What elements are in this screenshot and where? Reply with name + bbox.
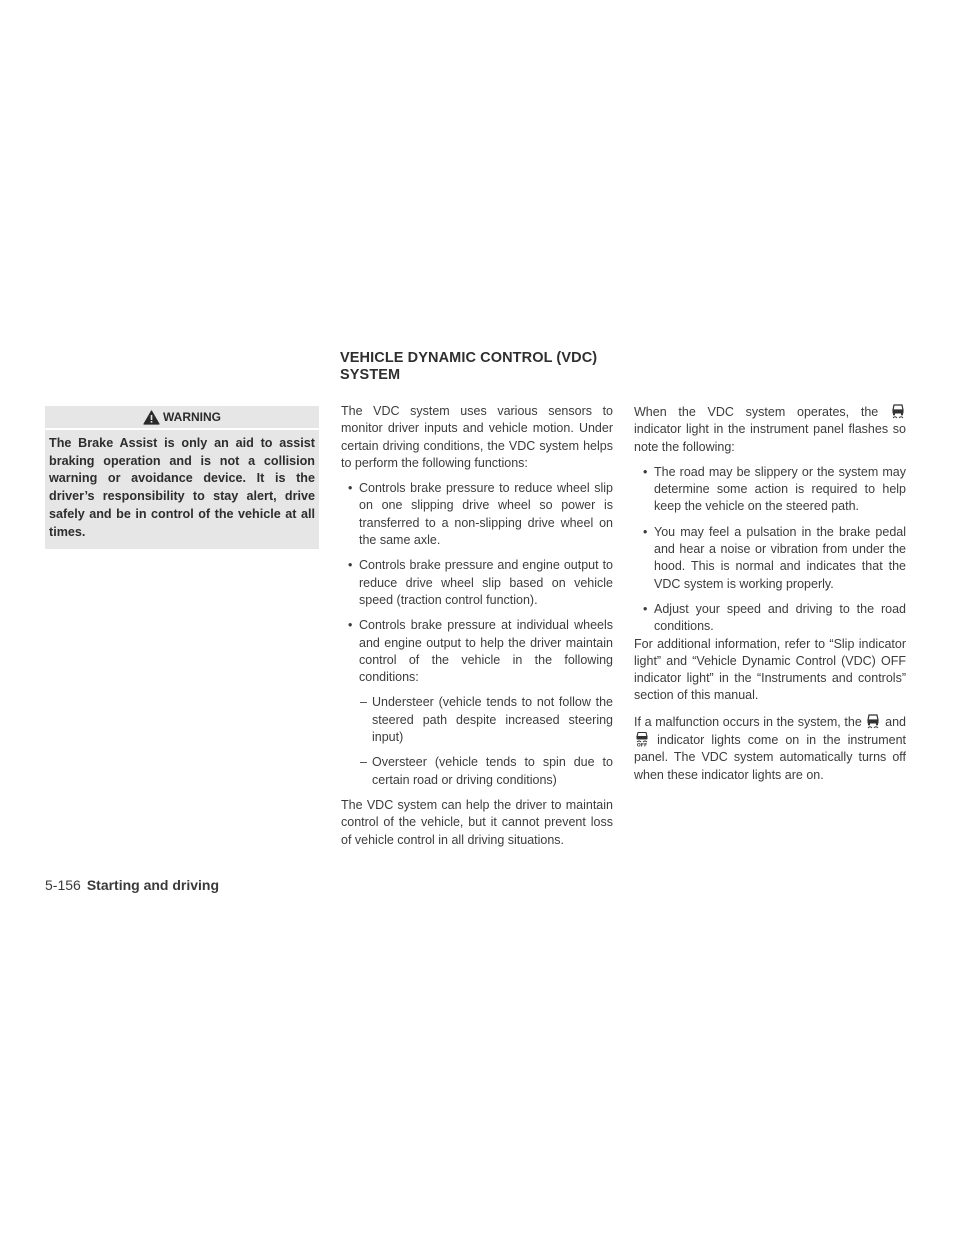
warning-text: The Brake Assist is only an aid to assist braking operation and is not a collision warning or avoidance device. It is the driver’s responsibility to stay alert, drive safely and be in control of the vehicle at all times. [49, 436, 315, 539]
vdc-off-indicator-icon [634, 731, 650, 747]
middle-column [341, 403, 613, 849]
operation-paragraph [634, 403, 906, 456]
slip-indicator-icon [890, 403, 906, 419]
list-item: • Controls brake pressure at individual wheels and engine output to help the driver maintain control of the vehicle in the following conditions: [341, 617, 613, 686]
list-item: • Controls brake pressure to reduce wheel slip on one slipping drive wheel so power is transferred to a non-slipping drive wheel on the same axle. [341, 480, 613, 549]
sub-list-item: – Understeer (vehicle tends to not follow the steered path despite increased steering input) [341, 694, 613, 746]
section-heading [340, 350, 640, 384]
right-column [634, 403, 906, 792]
warning-box [45, 406, 319, 549]
warning-triangle-icon [143, 410, 160, 425]
operation-text-start: When the VDC system operates, the [634, 405, 879, 419]
warning-title: WARNING [163, 410, 221, 424]
malfunction-text-start: If a malfunction occurs in the system, the [634, 714, 862, 729]
page-number: 5-156 [45, 877, 81, 893]
reference-paragraph: For additional information, refer to “Slip indicator light” and “Vehicle Dynamic Control (VDC) OFF indicator light” in the “Instruments and controls” section of this manual. [634, 636, 906, 703]
footer-section-title: Starting and driving [86, 877, 220, 893]
list-item: • The road may be slippery or the system may determine some action is required to help keep the vehicle on the steered path. [634, 464, 906, 516]
list-item: • Controls brake pressure and engine output to reduce drive wheel slip based on vehicle speed (traction control function). [341, 557, 613, 609]
section-heading-line2: SYSTEM [340, 367, 401, 383]
page-footer [45, 877, 219, 893]
vdc-off-label: OFF [636, 743, 648, 748]
sub-list-item: – Oversteer (vehicle tends to spin due to certain road or driving conditions) [341, 754, 613, 789]
malfunction-text-end: indicator lights come on in the instrument panel. The VDC system automatically turns off when these indicator lights are on. [634, 733, 906, 782]
list-item: • You may feel a pulsation in the brake pedal and hear a noise or vibration from under the hood. This is normal and indicates that the VDC system is working properly. [634, 524, 906, 593]
malfunction-text-and: and [885, 714, 906, 729]
list-item: • Adjust your speed and driving to the road conditions. [634, 601, 906, 636]
vdc-closing-paragraph: The VDC system can help the driver to maintain control of the vehicle, but it cannot prevent loss of vehicle control in all driving situations. [341, 797, 613, 847]
operation-text-end: indicator light in the instrument panel flashes so note the following: [634, 422, 906, 454]
malfunction-paragraph [634, 713, 906, 784]
warning-header [45, 406, 319, 430]
vdc-intro-paragraph: The VDC system uses various sensors to monitor driver inputs and vehicle motion. Under certain driving conditions, the VDC system helps to perform the following functions: [341, 404, 613, 470]
section-heading-line1: VEHICLE DYNAMIC CONTROL (VDC) [340, 350, 598, 366]
slip-indicator-icon [865, 713, 881, 729]
